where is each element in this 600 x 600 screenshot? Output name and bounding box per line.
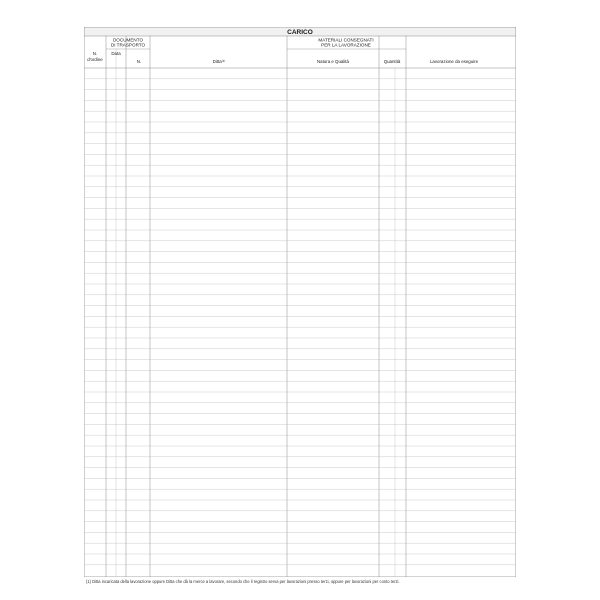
materiali-header-line2: PER LA LAVORAZIONE (321, 42, 371, 48)
col-lavorazione: Lavorazione da eseguire (429, 59, 479, 64)
section-title: CARICO (287, 29, 313, 36)
col-ditta: Ditta⁽¹⁾ (212, 59, 226, 64)
col-natura-qualita: Natura e Qualità (317, 59, 349, 64)
grid-lines (84, 27, 516, 577)
footnote: (1) Ditta incaricata della lavorazione oppure Ditta che dà la merce a lavorare, secondo che il registro serva per lavorazioni presso terzi, oppure per lavorazioni per conto terzi. (86, 579, 400, 584)
doc-trasporto-header-line1: DOCUMENTO (112, 37, 144, 43)
register-sheet (84, 27, 516, 577)
col-numero: N. (136, 59, 142, 64)
col-data: Data (111, 51, 121, 56)
materiali-header-line1: MATERIALI CONSEGNATI (318, 37, 374, 43)
col-n-ordine-line2: d'ordine (87, 57, 103, 62)
doc-trasporto-header-line2: DI TRASPORTO (110, 42, 146, 48)
register-table (84, 27, 516, 577)
col-n-ordine-line1: N. (92, 51, 98, 56)
col-quantita: Quantità (383, 59, 401, 64)
